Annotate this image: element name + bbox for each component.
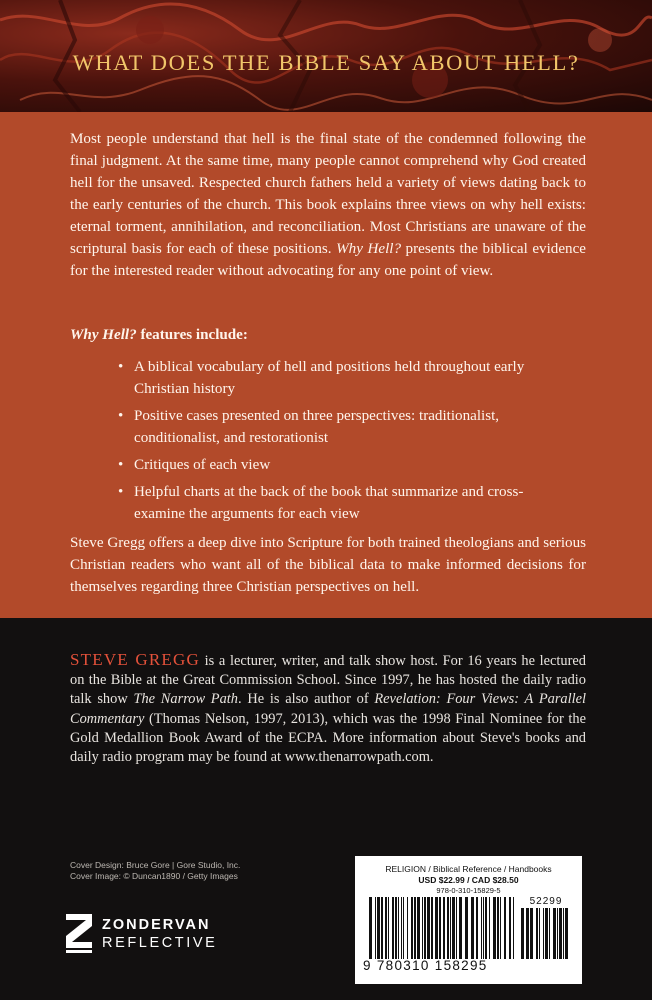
barcode-digits: 9 780310 158295 [363,958,488,973]
barcode-bar [465,897,468,959]
author-book-title: Revelation: Four Views: A Parallel Commentary [70,691,586,727]
barcode-bar [521,908,524,959]
barcode-panel [355,856,582,984]
barcode-bar [411,897,413,959]
barcode-bar [557,908,558,959]
barcode-bar [509,897,511,959]
list-item: • Critiques of each view [118,454,538,476]
barcode-bar [447,897,449,959]
barcode-bar [476,897,478,959]
barcode-bar [549,908,550,959]
list-item: • A biblical vocabulary of hell and positions held throughout early Christian history [118,356,538,400]
barcode-bar [443,897,445,959]
barcode-bar [422,897,423,959]
barcode-bar [543,908,544,959]
barcode-bar [375,897,376,959]
features-heading-suffix: features include: [136,327,248,343]
price-addon-number: 52299 [529,896,563,907]
barcode-bar [417,897,420,959]
author-bio-text-3: (Thomas Nelson, 1997, 2013), which was the 1998 Final Nominee for the Gold Medallion Book Award of the ECPA. More information about Steve's books and daily radio program may be found at www.thenarrowpath.com. [70,710,586,766]
cover-design-credit: Cover Design: Bruce Gore | Gore Studio, Inc. [70,860,241,870]
author-bio-text-2: . He is also author of [237,691,375,708]
barcode-bar [388,897,389,959]
barcode-bar [483,897,484,959]
barcode-bar [414,897,416,959]
list-item: • Helpful charts at the back of the book that summarize and cross-examine the arguments for each view [118,481,538,525]
headline: WHAT DOES THE BIBLE SAY ABOUT HELL? [72,50,580,75]
barcode-bar [565,908,568,959]
barcode-bar [398,897,399,959]
barcode-bar [471,897,474,959]
barcode-bar [392,897,394,959]
list-item: • Positive cases presented on three perspectives: traditionalist, conditionalist, and restorationist [118,405,538,449]
barcode-bar [485,897,487,959]
author-show-title: The Narrow Path [133,691,238,708]
features-list [118,356,538,530]
publisher-logo [66,914,246,954]
intro-text-1: Most people understand that hell is the final state of the condemned following the final judgment. At the same time, many people cannot comprehend why God created hell for the unsaved. Respected church fathers held a variety of views dating back to the early centuries of the church. This book explains three views on why hell exists: eternal torment, annihilation, and reconciliation. Most Christians are unaware of the scriptural basis for each of these positions. [70,131,586,257]
barcode-bar [401,897,402,959]
author-name: STEVE GREGG [70,650,200,669]
publisher-imprint: REFLECTIVE [102,935,218,951]
barcode-bar [424,897,426,959]
barcode-bar [450,897,451,959]
barcode-bar [381,897,383,959]
barcode-bar [385,897,387,959]
features-book-title: Why Hell? [70,327,137,343]
barcode-bar [407,897,408,959]
barcode-bar [452,897,455,959]
isbn: 978-0-310-15829-5 [436,886,501,895]
barcode-bar [489,897,490,959]
author-bio [70,650,586,767]
barcode-bar [497,897,499,959]
barcode-bar [530,908,533,959]
barcode-bar [427,897,430,959]
barcode-bar [536,908,538,959]
barcode-bar [545,908,548,959]
author-bio-text-1: is a lecturer, writer, and talk show host. For 16 years he lectured on the Bible at the Great Commission School. Since 1997, he has hosted the daily radio talk show [70,653,587,708]
publisher-name: ZONDERVAN [102,917,211,933]
isbn-barcode [369,897,517,959]
barcode-bar [500,897,501,959]
price-addon-barcode [521,908,571,959]
barcode-bar [563,908,564,959]
cover-image-credit: Cover Image: © Duncan1890 / Getty Images [70,871,238,881]
barcode-bar [377,897,380,959]
barcode-bar [481,897,482,959]
barcode-bar [559,908,562,959]
barcode-bar [369,897,372,959]
barcode-bar [435,897,438,959]
barcode-bar [504,897,506,959]
barcode-bar [513,897,514,959]
description-closing: Steve Gregg offers a deep dive into Scripture for both trained theologians and serious Christian readers who want all of the biblical data to make informed decisions for themselves regarding three Christian perspectives on hell. [70,535,586,595]
intro-text-2: presents the biblical evidence for the interested reader without advocating for any one point of view. [70,241,586,279]
barcode-bar [439,897,441,959]
description-intro [70,128,586,282]
barcode-bar [526,908,529,959]
barcode-bar [553,908,556,959]
barcode-bar [539,908,540,959]
intro-book-title: Why Hell? [336,241,402,257]
barcode-bar [459,897,462,959]
bisac-category: RELIGION / Biblical Reference / Handbooks [385,864,552,874]
barcode-bar [493,897,496,959]
features-heading [70,327,248,344]
barcode-bar [403,897,404,959]
price: USD $22.99 / CAD $28.50 [418,875,519,885]
barcode-bar [395,897,397,959]
barcode-bar [456,897,457,959]
cover-credits [70,860,240,882]
barcode-bar [431,897,433,959]
zondervan-logo-icon [66,914,92,954]
